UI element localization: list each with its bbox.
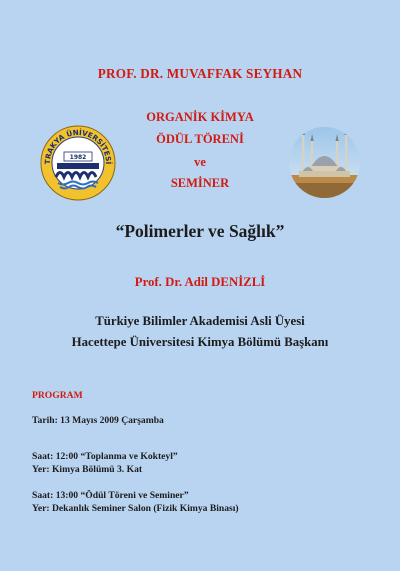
logo-year: 1982 bbox=[69, 154, 87, 161]
program-item-time: Saat: 13:00 “Ödül Töreni ve Seminer” bbox=[32, 490, 189, 501]
program-item-place: Yer: Dekanlık Seminer Salon (Fizik Kimya Binası) bbox=[32, 503, 239, 514]
program-date: Tarih: 13 Mayıs 2009 Çarşamba bbox=[32, 415, 164, 426]
seminar-title: “Polimerler ve Sağlık” bbox=[115, 221, 285, 241]
speaker-name: Prof. Dr. Adil DENİZLİ bbox=[134, 275, 266, 289]
program-item-place: Yer: Kimya Bölümü 3. Kat bbox=[32, 464, 143, 475]
speaker-affiliation: Türkiye Bilimler Akademisi Asli Üyesi bbox=[95, 314, 305, 328]
logo-text: TRAKYA ÜNİVERSİTESİ bbox=[42, 127, 114, 165]
event-title-line: ÖDÜL TÖRENİ bbox=[156, 132, 244, 146]
event-title-line: SEMİNER bbox=[170, 176, 230, 190]
speaker-affiliation: Hacettepe Üniversitesi Kimya Bölümü Başkanı bbox=[71, 335, 329, 349]
event-title-line: ORGANİK KİMYA bbox=[146, 110, 254, 124]
program-item-time: Saat: 12:00 “Toplanma ve Kokteyl” bbox=[32, 451, 178, 462]
event-title-line: ve bbox=[194, 155, 206, 169]
award-name-title: PROF. DR. MUVAFFAK SEYHAN bbox=[97, 66, 303, 81]
program-heading: PROGRAM bbox=[32, 390, 83, 401]
